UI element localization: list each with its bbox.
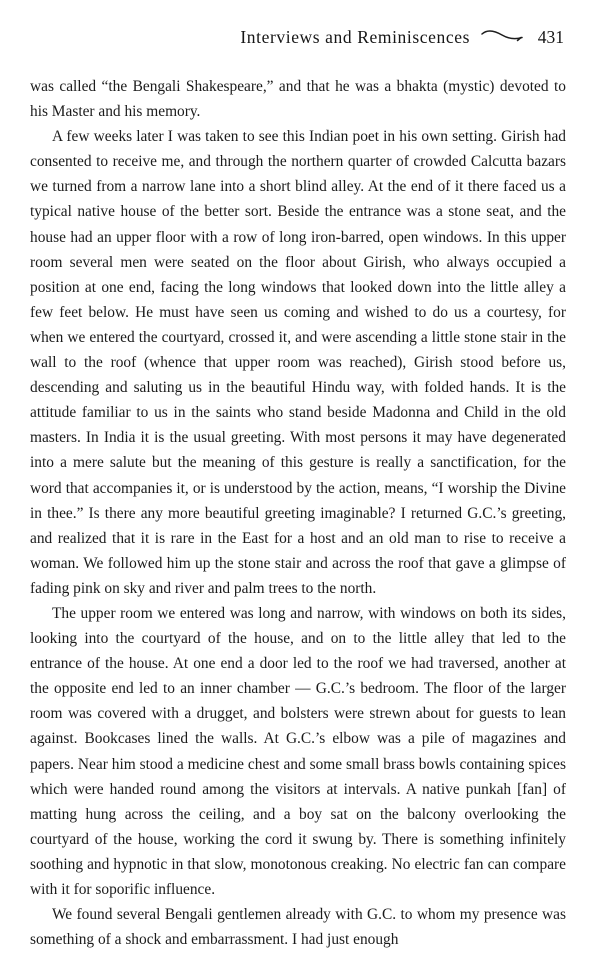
paragraph: We found several Bengali gentlemen already with G.C. to whom my presence was something of a shock and embarrassment. I had just enough <box>30 906 566 949</box>
paragraph: The upper room we entered was long and narrow, with windows on both its sides, looking into the courtyard of the house, and on to the little alley that led to the entrance of the house. At one end a door led to the roof we had traversed, another at the opposite end led to an inner chamber — G.C.’s bedroom. The floor of the larger room was covered with a drugget, and bolsters were strewn about for guests to lean against. Bookcases lined the walls. At G.C.’s elbow was a pile of magazines and papers. Near him stood a medicine chest and some small brass bowls containing spices which were handed round among the visitors at intervals. A native punkah [fan] of matting hung across the ceiling, and a boy sat on the balcony overlooking the courtyard of the house, working the cord it swung by. There is something infinitely soothing and hypnotic in that slow, monotonous creaking. No electric fan can compare with it for soporific influence. <box>30 604 566 898</box>
running-head <box>30 22 566 52</box>
paragraph: A few weeks later I was taken to see this Indian poet in his own setting. Girish had consented to receive me, and through the northern quarter of crowded Calcutta bazars we turned from a narrow lane into a short blind alley. At the end of it there faced us a typical native house of the better sort. Beside the entrance was a stone seat, and the house had an upper floor with a row of long iron-barred, open windows. In this upper room several men were seated on the floor about Girish, who always occupied a position at one end, facing the long windows that looked down into the little alley a few feet below. He must have seen us coming and wished to do us a courtesy, for when we entered the courtyard, crossed it, and were ascending a little stone stair in the wall to the roof (whence that upper room was reached), Girish stood before us, descending and saluting us in the beautiful Hindu way, with folded hands. It is the attitude familiar to us in the saints who stand beside Madonna and Child in the old masters. In India it is the usual greeting. With most persons it may have degenerated into a mere salute but the meaning of this gesture is really a sanctification, for the word that accompanies it, or is understood by the action, means, “I worship the Divine in thee.” Is there any more beautiful greeting imaginable? I returned G.C.’s greeting, and realized that it is rare in the East for a host and an old man to rise to receive a woman. We followed him up the stone stair and across the roof that gave a glimpse of fading pink on sky and river and palm trees to the north. <box>30 128 566 597</box>
swash-ornament-icon <box>480 30 524 44</box>
paragraph: was called “the Bengali Shakespeare,” and that he was a bhakta (mystic) devoted to his Master and his memory. <box>30 78 566 121</box>
page-number: 431 <box>537 26 564 47</box>
body-text <box>30 74 566 952</box>
page-title: Interviews and Reminiscences <box>240 26 470 47</box>
